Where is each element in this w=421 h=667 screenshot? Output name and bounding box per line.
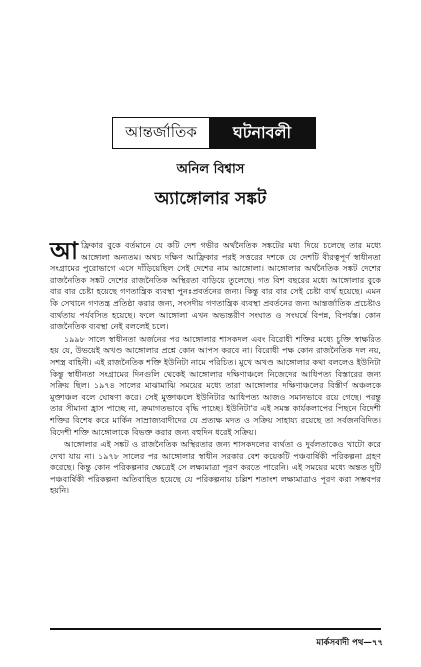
- article-body: [50, 237, 382, 497]
- article-title: অ্যাঙ্গোলার সঙ্কট: [154, 189, 267, 209]
- section-header-right: ঘটনাবলী: [209, 118, 315, 148]
- article-author: অনিল বিশ্বাস: [176, 162, 245, 177]
- paragraph-text: ফ্রিকার বুকে বর্তমানে যে কটি দেশ গভীর অর্থনৈতিক সঙ্কটের মধ্য দিয়ে চলেছে তার মধ্যে আঙ্গোলা অন্যতম। অথচ দক্ষিণ আফ্রিকার পরই সত্তরের দশকে যে দেশটি বীরত্বপূর্ণ স্বাধীনতা সংগ্রামের পুরোভাগে এসে দাঁড়িয়েছিল সেই দেশের নাম আঙ্গোলা। আঙ্গোলার অর্থনৈতিক সঙ্কট দেশের রাজনৈতিক সঙ্কট দেশের রাজনৈতিক অস্থিরতা বাড়িয়ে তুলেছে। গত বিশ বছরের মধ্যে আঙ্গোলার বুকে বার বার চেষ্টা হয়েছে গণতান্ত্রিক ব্যবস্থা পুনঃপ্রবর্তনের জন্য। কিন্তু বার বার সেই চেষ্টা ব্যর্থ হয়েছে। এমন কি সেখানে গণতন্ত্র প্রতিষ্ঠা করার জন্য, সংসদীয় গণতান্ত্রিক ব্যবস্থা প্রবর্তনের জন্য আন্তর্জাতিক প্রচেষ্টাও ব্যর্থতায় পর্যবসিত হয়েছে। ফলে আঙ্গোলা এখন অভ্যন্তরীণ সংঘাত ও সংঘর্ষে বিপন্ন, বিপর্যস্ত। কোন রাজনৈতিক ব্যবস্থা নেই বললেই চলে।: [50, 240, 381, 332]
- paragraph: আঙ্গোলার এই সঙ্কট ও রাজনৈতিক অস্থিরতার জন্য শাসকদলের ব্যর্থতা ও দুর্বলতাকেও খাটো করে দেখা যায় না। ১৯৭৮ সালের পর আঙ্গোলার স্বাধীন সরকার বেশ কয়েকটি পঞ্চবার্ষিকী পরিকল্পনা গ্রহণ করেছে। কিন্তু কোন পরিকল্পনার ক্ষেত্রেই সে লক্ষ্যমাত্রা পূরণ করতে পারেনি। এই সময়ের মধ্যে অন্তত দুটি পঞ্চবার্ষিকী পরিকল্পনা অতিবাহিত হয়েছে যে পরিকল্পনায় চল্লিশ শতাংশ লক্ষ্যমাত্রাও পূরণ করা সম্ভবপর হয়নি।: [50, 439, 381, 496]
- drop-cap: আ: [50, 237, 78, 265]
- footer-page-label: মার্কসবাদী পথ—৭৭: [316, 638, 383, 648]
- section-header-left: আন্তর্জাতিক: [113, 118, 209, 148]
- footer-rule: [50, 628, 381, 630]
- section-header: [112, 117, 316, 149]
- paragraph: [50, 237, 381, 333]
- paragraph: ১৯৯৮ সালে স্বাধীনতা অর্জনের পর আঙ্গোলার শাসকদল এবং বিরোধী শক্তির মধ্যে চুক্তি স্বাক্ষরিত হয় যে, উভয়েই অখণ্ড আঙ্গোলার প্রশ্নে কোন আপস করবে না। বিরোধী পক্ষ কোন রাজনৈতিক দল নয়, সশস্ত্র বাহিনী। এই রাজনৈতিক শক্তি ইউনিটা নামে পরিচিত। মুখে অখণ্ড আঙ্গোলার কথা বললেও ইউনিটা কিন্তু স্বাধীনতা সংগ্রামের দিনগুলি থেকেই আঙ্গোলার দক্ষিণাঞ্চলে নিজেদের আধিপত্য বিস্তারের জন্য সক্রিয় ছিল। ১৯৭৪ সালের মাঝামাঝি সময়ের মধ্যে তারা আঙ্গোলার দক্ষিণাঞ্চলের বিস্তীর্ণ অঞ্চলকে মুক্তাঞ্চল বলে ঘোষণা করে। সেই মুক্তাঞ্চলে ইউনিটার আধিপত্য আজও সমানভাবে রয়ে গেছে। পরন্তু তার সীমানা হ্রাস পাচ্ছে না, ক্রমাগতভাবে বৃদ্ধি পাচ্ছে। ইউনিটা'র এই সমস্ত কার্যকলাপের পিছনে বিদেশী শক্তির বিশেষ করে মার্কিন সাম্রাজ্যবাদীদের যে প্রত্যক্ষ মদত ও সক্রিয় সাহায্য রয়েছে তা সর্বজনবিদিত। বিদেশী শক্তি আঙ্গোলাকে বিভক্ত করার জন্য বহুদিন ধরেই সক্রিয়।: [50, 333, 382, 437]
